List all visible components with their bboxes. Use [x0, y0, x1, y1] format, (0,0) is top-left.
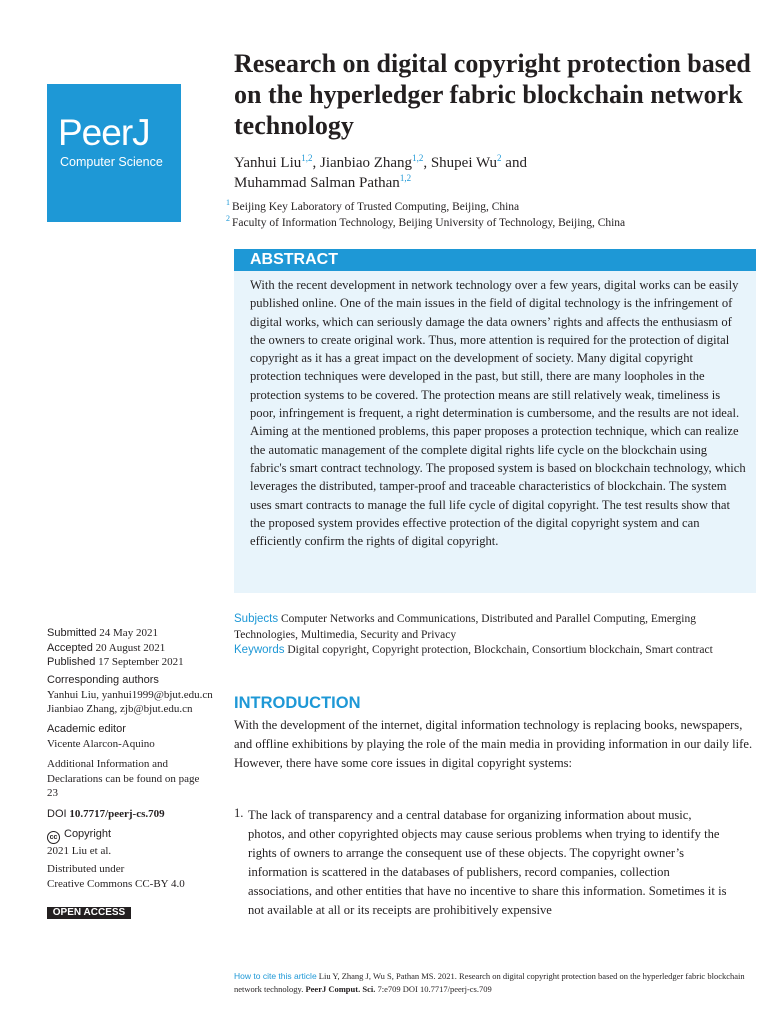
submitted-date: 24 May 2021 — [99, 627, 158, 639]
list-item-text: The lack of transparency and a central database for organizing information about music, photos, and other copyrighted objects may cause serious problems when trying to identify the rights of owners to arrange the consequent use of these objects. The copyright owner’s information is scattered in the databases of publishers, record companies, collection associations, and other entities that have no incentive to share this information. Sometimes it is not available at all or its receipts are prohibitively expensive — [248, 808, 727, 917]
doi-label: DOI — [47, 808, 67, 820]
editor-label: Academic editor — [47, 723, 126, 735]
author-list — [234, 153, 754, 193]
author-affiliation-ref[interactable]: 1,2 — [412, 153, 424, 163]
editor-name: Vicente Alarcon-Aquino — [47, 737, 155, 750]
journal-name: PeerJ Comput. Sci. — [305, 984, 376, 994]
license-block — [47, 862, 222, 891]
copyright-label: Copyright — [64, 828, 112, 840]
cite-text: Liu Y, Zhang J, Wu S, Pathan MS. 2021. Research on digital copyright protection based on the hyperledger fabric blockchain network technology. — [234, 971, 745, 994]
academic-editor — [47, 722, 222, 751]
publication-dates — [47, 626, 222, 670]
corresponding-author[interactable]: Yanhui Liu, yanhui1999@bjut.edu.cn — [47, 688, 213, 701]
corresponding-author[interactable]: Jianbiao Zhang, zjb@bjut.edu.cn — [47, 703, 193, 715]
license-link[interactable]: Creative Commons CC-BY 4.0 — [47, 877, 185, 890]
submitted-label: Submitted — [47, 627, 97, 639]
accepted-label: Accepted — [47, 641, 93, 654]
author-name[interactable]: Muhammad Salman Pathan — [234, 175, 400, 191]
logo-brand: PeerJ — [58, 112, 150, 153]
copyright-holder: 2021 Liu et al. — [47, 845, 112, 857]
keywords-label: Keywords — [234, 644, 285, 656]
corresponding-label: Corresponding authors — [47, 674, 159, 686]
article-title: Research on digital copyright protection based on the hyperledger fabric blockchain network technology — [234, 49, 751, 140]
subjects-keywords — [234, 612, 756, 659]
doi-line — [47, 807, 222, 822]
abstract-body: With the recent development in network technology over a few years, digital works can be easily published online. One of the main issues in the field of digital technology is the infringement of digital works, which can seriously damage the data owners’ rights and affects the enthusiasm of the owners to create original work. Thus, more attention is required for the protection of digital copyright as it has a great impact on the development of society. Many digital copyright protection techniques were developed in the past, but still, there are many loopholes in the protection systems to be covered. The protection means are still relatively weak, timeliness is poor, infringement is frequent, a right determination is cumbersome, and the results are not ideal. Aiming at the mentioned problems, this paper proposes a protection technique, which can realize the automatic management of the complete digital rights life cycle on the blockchain using fabric's smart contract technology. The proposed system is based on blockchain technology, which leverages the distributed, tamper-proof and traceable characteristics of blockchain. The system uses smart contracts to manage the full life cycle of digital copyright. The test results show that the proposed system provides effective protection of the digital copyright system and can efficiently confirm the rights of digital copyright. — [234, 271, 756, 593]
author-separator: , — [423, 155, 431, 171]
accepted-date: 20 August 2021 — [95, 641, 166, 654]
introduction-heading: INTRODUCTION — [234, 694, 361, 712]
abstract-heading: ABSTRACT — [234, 249, 756, 271]
author-affiliation-ref[interactable]: 2 — [497, 153, 502, 163]
corresponding-authors — [47, 673, 222, 717]
author-affiliation-ref[interactable]: 1,2 — [399, 173, 412, 183]
logo-subtitle: Computer Science — [60, 155, 163, 169]
open-access-badge: OPEN ACCESS — [47, 907, 131, 919]
affiliation-text: Faculty of Information Technology, Beijing University of Technology, Beijing, China — [232, 216, 626, 229]
peerj-logo — [47, 84, 181, 222]
keywords-text[interactable]: Digital copyright, Copyright protection, Blockchain, Consortium blockchain, Smart contract — [287, 644, 713, 656]
author-name[interactable]: Yanhui Liu — [234, 155, 302, 171]
introduction-paragraph: With the development of the internet, digital information technology is replacing books, newspapers, and offline exhibitions by playing the role of the main media in providing information in our daily life. However, there have some core issues in digital copyright systems: — [234, 718, 753, 770]
author-name[interactable]: Shupei Wu — [430, 155, 498, 171]
footer-doi[interactable]: DOI 10.7717/peerj-cs.709 — [402, 984, 492, 994]
journal-volume: 7:e709 — [377, 984, 401, 994]
published-date: 17 September 2021 — [98, 656, 184, 668]
author-separator: and — [501, 155, 527, 171]
additional-info[interactable]: Additional Information and Declarations can be found on page 23 — [47, 758, 200, 799]
cc-icon: cc — [47, 831, 60, 844]
published-label: Published — [47, 656, 96, 668]
affiliation-text: Beijing Key Laboratory of Trusted Computing, Beijing, China — [232, 200, 520, 213]
affiliation — [226, 198, 756, 213]
cite-label: How to cite this article — [234, 971, 317, 981]
distributed-label: Distributed under — [47, 863, 125, 875]
list-item-number: 1. — [234, 806, 244, 820]
subjects-line — [234, 612, 756, 643]
subjects-label: Subjects — [234, 613, 279, 625]
author-name[interactable]: Jianbiao Zhang — [320, 155, 413, 171]
copyright-block — [47, 827, 222, 859]
affiliation-number: 1 — [226, 198, 230, 207]
keywords-line — [234, 643, 756, 659]
doi-link[interactable]: 10.7717/peerj-cs.709 — [69, 808, 165, 820]
author-separator: , — [312, 155, 320, 171]
subjects-text[interactable]: Computer Networks and Communications, Distributed and Parallel Computing, Emerging Technologies, Multimedia, Security and Privacy — [234, 613, 696, 641]
citation-footer — [234, 970, 754, 996]
affiliation-number: 2 — [226, 214, 230, 223]
affiliation — [226, 214, 756, 229]
author-affiliation-ref[interactable]: 1,2 — [301, 153, 313, 163]
